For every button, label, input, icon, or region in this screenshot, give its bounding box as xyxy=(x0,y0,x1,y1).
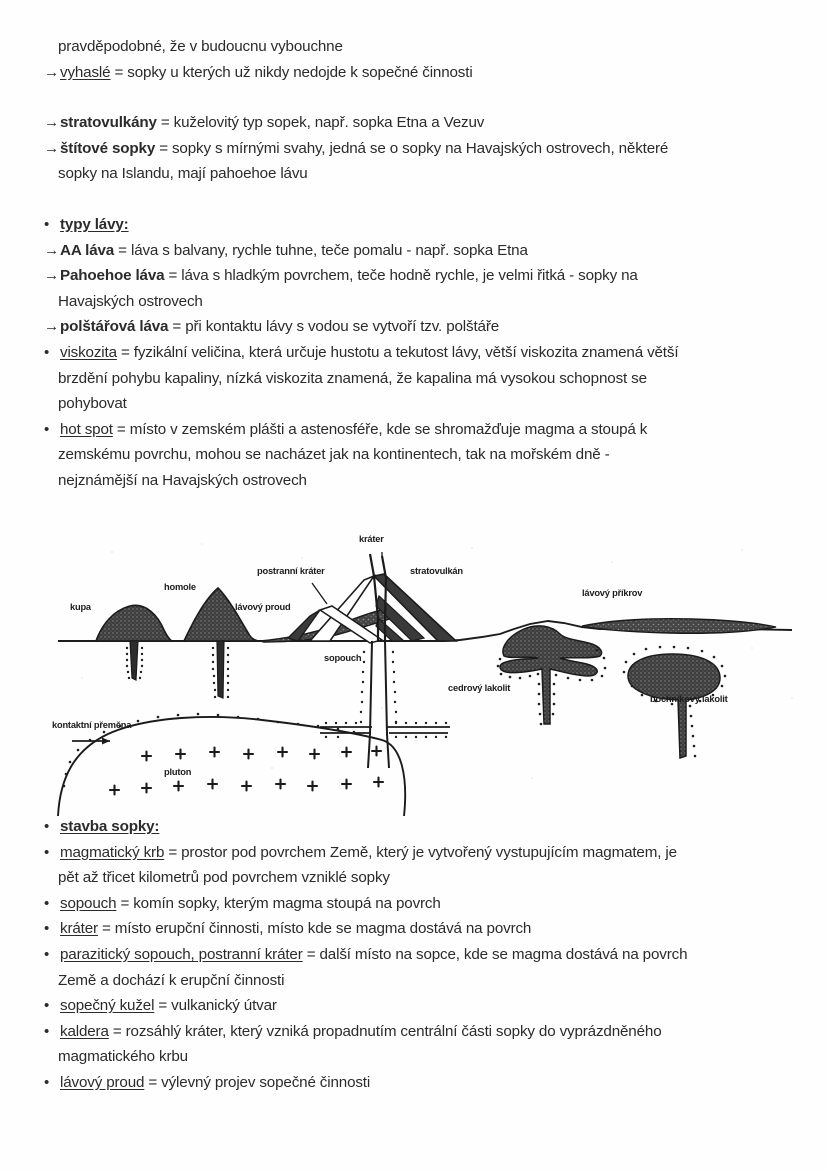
text-segment: = komín sopky, kterým magma stoupá na povrch xyxy=(116,894,441,912)
figure-label-bochnikovy-lakolit: bochníkový lakolit xyxy=(650,694,728,704)
text-segment: pravděpodobné, že v budoucnu vybouchne xyxy=(58,38,343,55)
text-segment: magmatického krbu xyxy=(58,1048,188,1066)
text-segment: brzdění pohybu kapaliny, nízká viskozita znamená, že kapalina má vysokou schopnost se xyxy=(58,369,647,387)
text-segment: = fyzikální veličina, která určuje hustotu a tekutost lávy, větší viskozita znamená větší xyxy=(116,343,679,361)
text-segment: parazitický sopouch, postranní kráter xyxy=(60,945,303,963)
text-segment: = sopky s mírnými svahy, jedná se o sopky na Havajských ostrovech, některé xyxy=(155,139,669,157)
note-bottom-line xyxy=(44,865,794,891)
note-top-line xyxy=(44,289,794,315)
bullet-marker: • xyxy=(44,1022,50,1040)
text-segment: magmatický krb xyxy=(60,843,165,861)
bullet-marker: • xyxy=(44,420,50,438)
note-bottom-line xyxy=(44,942,794,968)
text-segment: pět až třicet kilometrů pod povrchem vzniklé sopky xyxy=(58,869,390,887)
text-segment: viskozita xyxy=(60,343,117,361)
figure-label-pluton: pluton xyxy=(164,767,192,777)
text-segment: lávový proud xyxy=(60,1073,145,1091)
text-segment: štítové sopky xyxy=(60,139,156,157)
notes-section-bottom xyxy=(44,814,794,1096)
text-segment: = při kontaktu lávy s vodou se vytvoří tzv. polštáře xyxy=(168,318,500,336)
arrow-marker: → xyxy=(44,241,60,259)
note-bottom-line xyxy=(44,916,794,942)
text-segment: = rozsáhlý kráter, který vzniká propadnutím centrální části sopky do vyprázdněného xyxy=(108,1022,662,1040)
bullet-marker: • xyxy=(44,894,50,912)
text-segment: = láva s balvany, rychle tuhne, teče pomalu - např. sopka Etna xyxy=(114,241,528,259)
note-top-line xyxy=(44,366,794,392)
central-conduit xyxy=(360,641,397,768)
arrow-marker: → xyxy=(44,114,60,132)
bullet-marker: • xyxy=(44,818,50,835)
note-top-line xyxy=(44,238,794,264)
bullet-marker: • xyxy=(44,1073,50,1091)
figure-label-kupa: kupa xyxy=(70,602,91,612)
note-bottom-line xyxy=(44,1019,794,1045)
text-segment: typy lávy: xyxy=(60,215,129,233)
text-segment: stratovulkány xyxy=(60,114,157,132)
volcano-cross-section-figure xyxy=(52,528,800,816)
note-top-line xyxy=(44,161,794,187)
note-bottom-line xyxy=(44,1044,794,1070)
text-segment: = místo erupční činnosti, místo kde se magma dostává na povrch xyxy=(97,920,532,938)
note-bottom-line xyxy=(44,968,794,994)
figure-label-lavovy-proud: lávový proud xyxy=(235,602,291,612)
note-top-line xyxy=(44,314,794,340)
text-segment: = místo v zemském plášti a astenosféře, kde se shromažďuje magma a stoupá k xyxy=(112,420,648,438)
text-segment: nejznámější na Havajských ostrovech xyxy=(58,471,307,489)
text-segment: stavba sopky: xyxy=(60,818,160,835)
bullet-marker: • xyxy=(44,215,50,233)
figure-label-homole: homole xyxy=(164,582,196,592)
bullet-marker: • xyxy=(44,945,50,963)
text-segment: kráter xyxy=(60,920,98,938)
arrow-marker: → xyxy=(44,139,60,157)
note-top-line xyxy=(44,391,794,417)
text-segment: = prostor pod povrchem Země, který je vytvořený vystupujícím magmatem, je xyxy=(164,843,677,861)
figure-label-stratovulkan: stratovulkán xyxy=(410,566,463,576)
figure-label-lavovy-prikrov: lávový příkrov xyxy=(582,588,643,598)
bullet-marker: • xyxy=(44,997,50,1015)
note-bottom-line xyxy=(44,891,794,917)
note-top-line xyxy=(44,136,794,162)
text-segment: pohybovat xyxy=(58,395,127,413)
note-top-line xyxy=(44,263,794,289)
text-segment: = další místo na sopce, kde se magma dostává na povrch xyxy=(302,945,688,963)
lava-sheet-shape xyxy=(582,619,776,633)
text-segment: = vulkanický útvar xyxy=(154,997,277,1015)
note-bottom-line xyxy=(44,840,794,866)
text-segment: Havajských ostrovech xyxy=(58,292,203,310)
bullet-marker: • xyxy=(44,920,50,938)
note-top-line xyxy=(44,60,794,86)
note-top-line xyxy=(44,417,794,443)
figure-label-krater: kráter xyxy=(359,534,384,544)
note-top-spacer xyxy=(44,85,794,110)
arrow-marker: → xyxy=(44,318,60,336)
note-top-spacer xyxy=(44,187,794,212)
cedar-laccolith xyxy=(497,626,607,725)
text-segment: polštářová láva xyxy=(60,318,169,336)
arrow-marker: → xyxy=(44,267,60,285)
note-top-line xyxy=(44,468,794,494)
arrow-marker: → xyxy=(44,63,60,81)
text-segment: = výlevný projev sopečné činnosti xyxy=(144,1073,371,1091)
text-segment: hot spot xyxy=(60,420,113,438)
figure-label-sopouch: sopouch xyxy=(324,653,362,663)
text-segment: sopečný kužel xyxy=(60,997,155,1015)
granite-cross-symbols xyxy=(110,747,383,795)
figure-label-kontaktni-premena: kontaktní přeměna xyxy=(52,720,132,730)
text-segment: = kuželovitý typ sopek, např. sopka Etna a Vezuv xyxy=(156,114,485,132)
figure-label-cedrovy-lakolit: cedrový lakolit xyxy=(448,683,511,693)
note-top-line xyxy=(44,34,794,60)
text-segment: sopouch xyxy=(60,894,117,912)
text-segment: Pahoehoe láva xyxy=(60,267,165,285)
text-segment: sopky na Islandu, mají pahoehoe lávu xyxy=(58,165,308,183)
text-segment: = sopky u kterých už nikdy nedojde k sopečné činnosti xyxy=(110,63,473,81)
text-segment: Země a dochází k erupční činnosti xyxy=(58,971,285,989)
note-top-line xyxy=(44,212,794,238)
figure-label-postranni-krater: postranní kráter xyxy=(257,566,325,576)
text-segment: = láva s hladkým povrchem, teče hodně rychle, je velmi řitká - sopky na xyxy=(164,267,638,285)
text-segment: vyhaslé xyxy=(60,63,111,81)
note-top-line xyxy=(44,110,794,136)
note-top-line xyxy=(44,340,794,366)
note-bottom-line xyxy=(44,1070,794,1096)
note-bottom-line xyxy=(44,993,794,1019)
text-segment: AA láva xyxy=(60,241,115,259)
kupa-dome xyxy=(96,605,172,680)
bullet-marker: • xyxy=(44,843,50,861)
bullet-marker: • xyxy=(44,343,50,361)
notes-section-top xyxy=(44,34,794,494)
note-bottom-line xyxy=(44,814,794,840)
note-top-line xyxy=(44,442,794,468)
text-segment: kaldera xyxy=(60,1022,109,1040)
text-segment: zemskému povrchu, mohou se nacházet jak na kontinentech, tak na mořském dně - xyxy=(58,446,610,464)
